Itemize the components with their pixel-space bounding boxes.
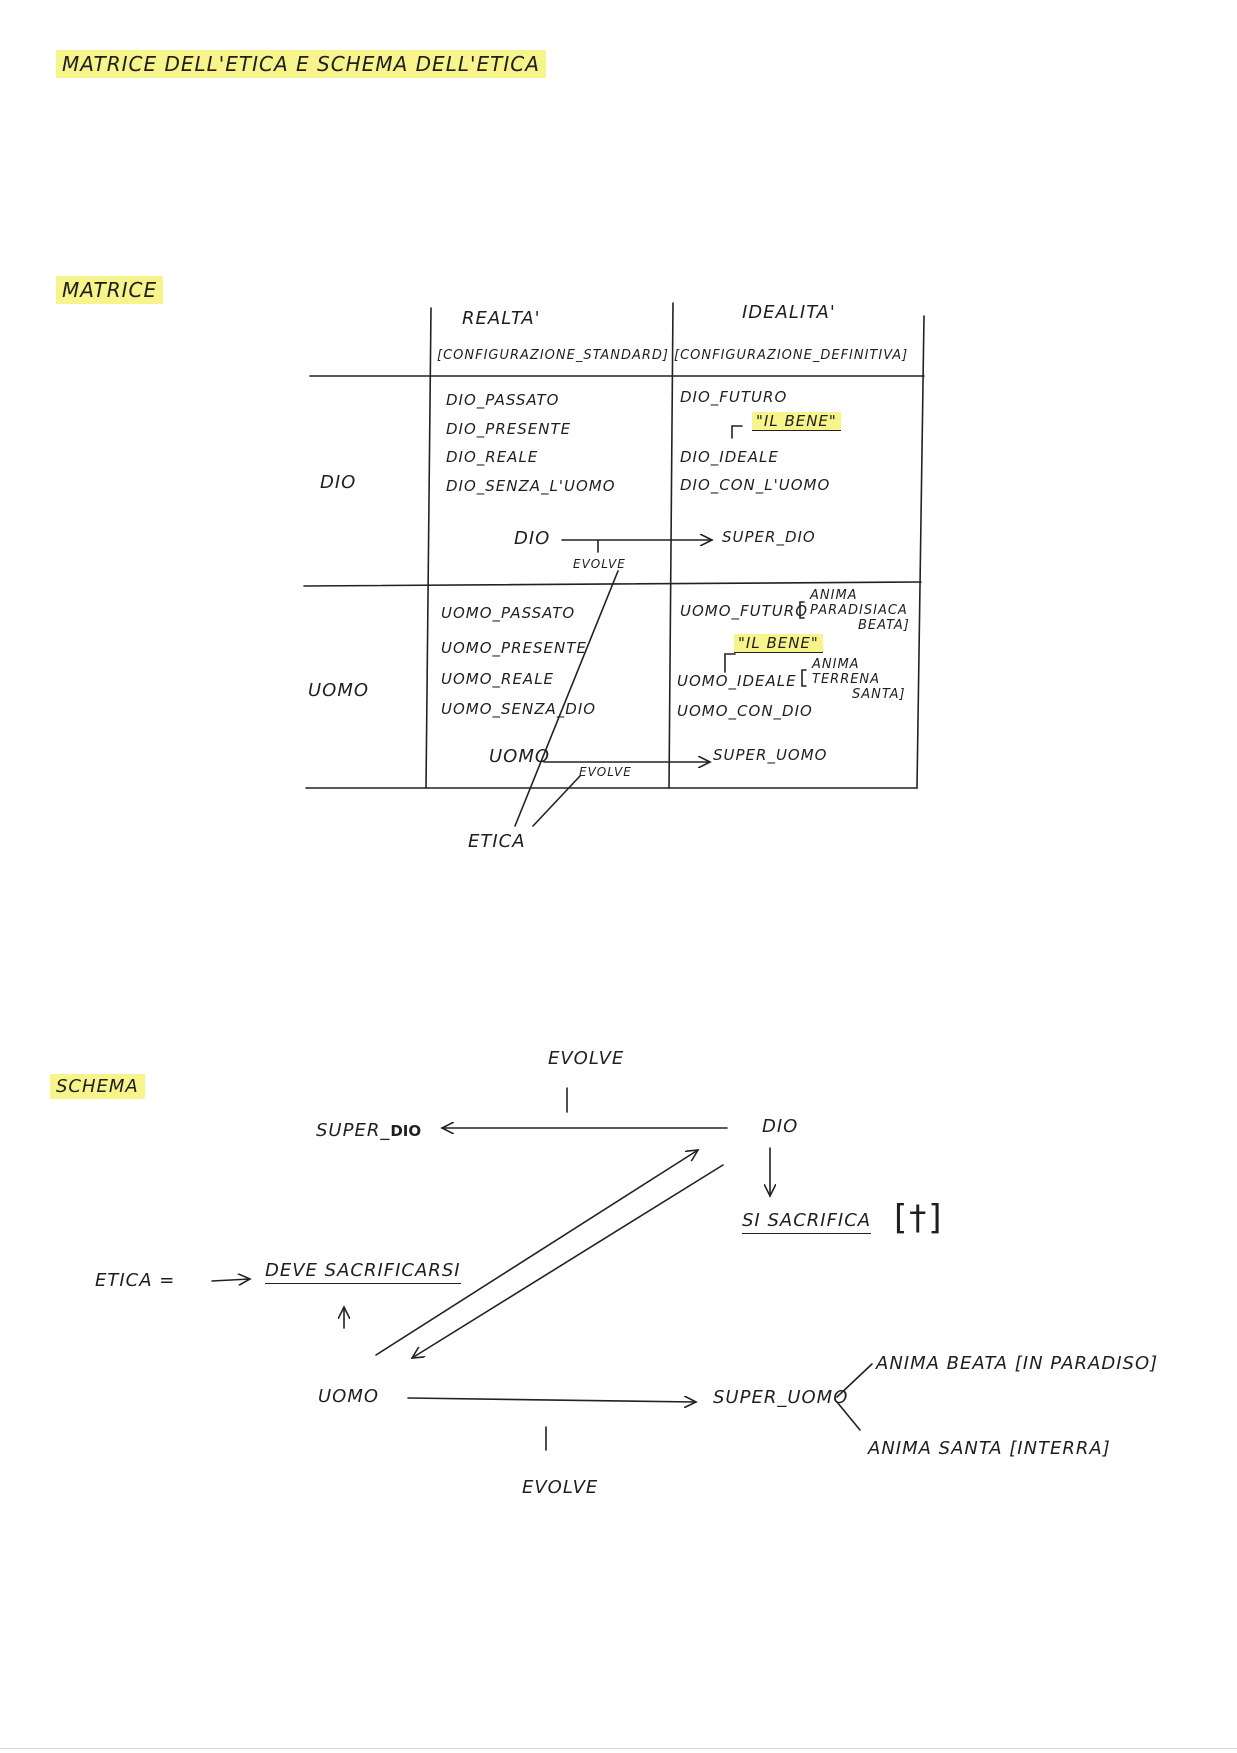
uomo-ideale-item: UOMO_IDEALE bbox=[677, 672, 797, 690]
super-dio-node bbox=[316, 1120, 421, 1141]
uomo-node: UOMO bbox=[318, 1386, 380, 1407]
col-realta-sub: [CONFIGURAZIONE_STANDARD] bbox=[437, 348, 669, 363]
deve-sacrificarsi-node: DEVE SACRIFICARSI bbox=[265, 1260, 461, 1284]
evolve-bottom-label: EVOLVE bbox=[522, 1477, 599, 1498]
uomo-con-dio-item: UOMO_CON_DIO bbox=[677, 702, 813, 720]
uomo-realta-item: UOMO_SENZA_DIO bbox=[441, 700, 597, 718]
bracket bbox=[732, 426, 742, 438]
il-bene-label-uomo: "IL BENE" bbox=[734, 634, 823, 653]
note-line: ANIMA bbox=[812, 657, 860, 672]
note-line: ANIMA bbox=[810, 588, 858, 603]
note-line: SANTA] bbox=[852, 687, 906, 702]
table-vline-left bbox=[426, 308, 431, 788]
row-dio-label: DIO bbox=[320, 472, 357, 493]
table-vline-right bbox=[917, 316, 924, 788]
note-line: PARADISIACA bbox=[810, 603, 908, 618]
uomo-realta-item: UOMO_PASSATO bbox=[441, 604, 576, 622]
row-uomo-label: UOMO bbox=[308, 680, 370, 701]
evolve-label: EVOLVE bbox=[579, 765, 632, 779]
uomo-realta-item: UOMO_PRESENTE bbox=[441, 639, 587, 657]
etica-equals-label: ETICA = bbox=[95, 1270, 176, 1291]
uomo-to-dio-arrow bbox=[376, 1150, 698, 1355]
uomo-to-superuomo-arrow bbox=[408, 1398, 696, 1402]
dio-realta-item: DIO_PRESENTE bbox=[446, 420, 572, 438]
dio-realta-item: DIO_PASSATO bbox=[446, 391, 560, 409]
table-hline-middle bbox=[304, 582, 921, 586]
super-dio-prefix: SUPER_ bbox=[316, 1120, 391, 1141]
cross-icon: [†] bbox=[894, 1198, 944, 1238]
page-edge-line bbox=[0, 1748, 1237, 1749]
si-sacrifica-node: SI SACRIFICA bbox=[742, 1210, 871, 1234]
note-line: BEATA] bbox=[858, 618, 910, 633]
anima-terrena-note bbox=[812, 657, 906, 702]
note-line: TERRENA bbox=[812, 672, 881, 687]
col-idealita-sub: [CONFIGURAZIONE_DEFINITIVA] bbox=[674, 348, 909, 363]
dio-realta-item: DIO_REALE bbox=[446, 448, 539, 466]
etica-arrow bbox=[212, 1279, 250, 1281]
il-bene-label: "IL BENE" bbox=[752, 412, 841, 431]
etica-line-short bbox=[533, 776, 580, 826]
super-dio-target: SUPER_DIO bbox=[722, 528, 816, 546]
dio-idealita-item: DIO_FUTURO bbox=[680, 388, 788, 406]
anima-santa-node: ANIMA SANTA [INTERRA] bbox=[868, 1438, 1111, 1459]
col-idealita-header: IDEALITA' bbox=[742, 302, 836, 323]
evolve-top-label: EVOLVE bbox=[548, 1048, 625, 1069]
dio-realta-item: DIO_SENZA_L'UOMO bbox=[446, 477, 616, 495]
dio-evolve-source: DIO bbox=[514, 528, 551, 549]
page-title: MATRICE DELL'ETICA E SCHEMA DELL'ETICA bbox=[56, 50, 546, 78]
bracket bbox=[802, 670, 806, 686]
etica-label: ETICA bbox=[468, 831, 526, 852]
anima-paradisiaca-note bbox=[810, 588, 910, 633]
anima-beata-node: ANIMA BEATA [IN PARADISO] bbox=[876, 1353, 1159, 1374]
evolve-label: EVOLVE bbox=[573, 557, 626, 571]
col-realta-header: REALTA' bbox=[462, 308, 541, 329]
schema-heading: SCHEMA bbox=[50, 1074, 145, 1099]
uomo-futuro-item: UOMO_FUTURO bbox=[680, 602, 809, 620]
bracket bbox=[725, 654, 735, 672]
super-uomo-target: SUPER_UOMO bbox=[713, 746, 828, 764]
dio-idealita-item: DIO_IDEALE bbox=[680, 448, 779, 466]
dio-node: DIO bbox=[762, 1116, 799, 1137]
super-uomo-node: SUPER_UOMO bbox=[713, 1387, 849, 1408]
matrice-heading: MATRICE bbox=[56, 276, 163, 304]
uomo-evolve-source: UOMO bbox=[489, 746, 551, 767]
table-vline-middle bbox=[669, 303, 673, 788]
uomo-realta-item: UOMO_REALE bbox=[441, 670, 555, 688]
super-dio-bold: DIO bbox=[390, 1122, 422, 1140]
dio-idealita-item: DIO_CON_L'UOMO bbox=[680, 476, 831, 494]
